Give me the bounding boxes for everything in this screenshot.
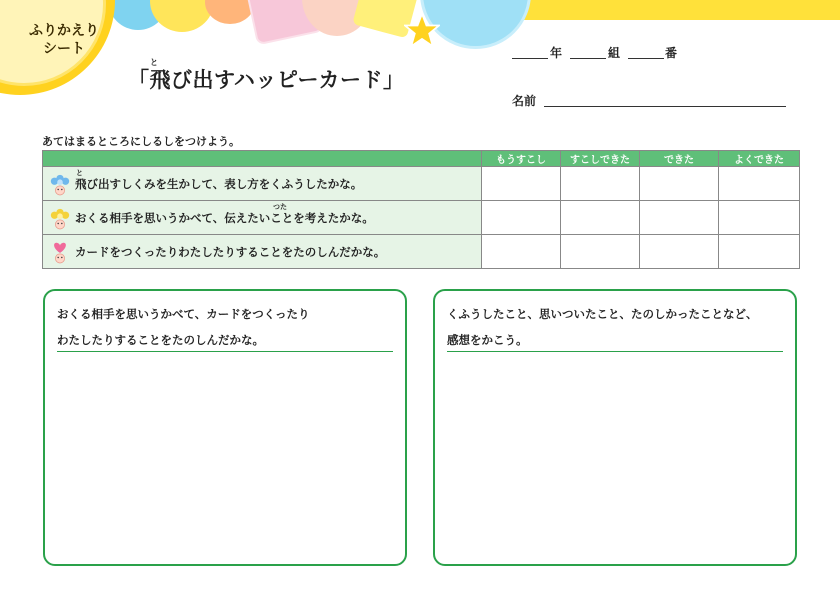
badge-label [14, 22, 114, 58]
page-title: 「飛び出すハッピーカード」 [128, 68, 405, 92]
name-label: 名前 [512, 94, 537, 108]
rating-cell[interactable] [482, 235, 561, 269]
blue-flower-icon [49, 172, 71, 196]
reflection-box-left[interactable] [43, 289, 407, 566]
rating-cell[interactable] [561, 201, 640, 235]
rating-cell[interactable] [482, 201, 561, 235]
rating-cell[interactable] [719, 201, 800, 235]
left-box-prompt: おくる相手を思いうかべて、カードをつくったり わたしたりすることをたのしんだかな。 [57, 307, 310, 347]
table-header-cell: もうすこし [482, 151, 561, 167]
left-box-divider [57, 351, 393, 352]
row-item-3 [43, 235, 482, 269]
row-1-ruby: と [76, 168, 83, 177]
yellow-flower-icon [49, 206, 71, 230]
row-item-1 [43, 167, 482, 201]
row-3-text: カードをつくったりわたしたりすることをたのしんだかな。 [75, 244, 386, 259]
table-row [43, 235, 800, 269]
number-label: 番 [665, 46, 678, 60]
rating-cell[interactable] [640, 201, 719, 235]
table-header-blank [43, 151, 482, 167]
row-1-text: 飛び出すしくみを生かして、表し方をくふうしたかな。 [75, 176, 363, 191]
row-2-text: おくる相手を思いうかべて、伝えたいことを考えたかな。 [75, 210, 374, 225]
table-header-cell: すこしできた [561, 151, 640, 167]
rating-cell[interactable] [561, 167, 640, 201]
row-2-ruby: つた [273, 202, 287, 211]
rating-cell[interactable] [719, 235, 800, 269]
row-item-2 [43, 201, 482, 235]
rating-cell[interactable] [640, 235, 719, 269]
right-box-divider [447, 351, 783, 352]
year-label: 年 [550, 46, 563, 60]
right-box-prompt: くふうしたこと、思いついたこと、たのしかったことなど、 感想をかこう。 [447, 307, 758, 347]
year-field[interactable] [512, 58, 548, 59]
number-field[interactable] [628, 58, 664, 59]
star-icon [404, 12, 440, 48]
table-header-cell: よくできた [719, 151, 800, 167]
pink-heart-icon [49, 240, 71, 264]
name-field[interactable] [544, 106, 786, 107]
table-row [43, 167, 800, 201]
rating-cell[interactable] [561, 235, 640, 269]
badge-line-1: ふりかえり [29, 23, 99, 39]
reflection-box-right[interactable] [433, 289, 797, 566]
rating-cell[interactable] [482, 167, 561, 201]
instruction-text: あてはまるところにしるしをつけよう。 [42, 135, 240, 148]
rating-cell[interactable] [719, 167, 800, 201]
table-row [43, 201, 800, 235]
table-header-row [43, 151, 800, 167]
title-ruby: と [150, 58, 158, 67]
class-label: 組 [608, 46, 621, 60]
class-field[interactable] [570, 58, 606, 59]
rating-cell[interactable] [640, 167, 719, 201]
header-band [520, 0, 840, 20]
rating-table [42, 150, 800, 269]
decor-shape-orange [205, 0, 255, 24]
badge-line-2: シート [43, 41, 85, 57]
table-header-cell: できた [640, 151, 719, 167]
